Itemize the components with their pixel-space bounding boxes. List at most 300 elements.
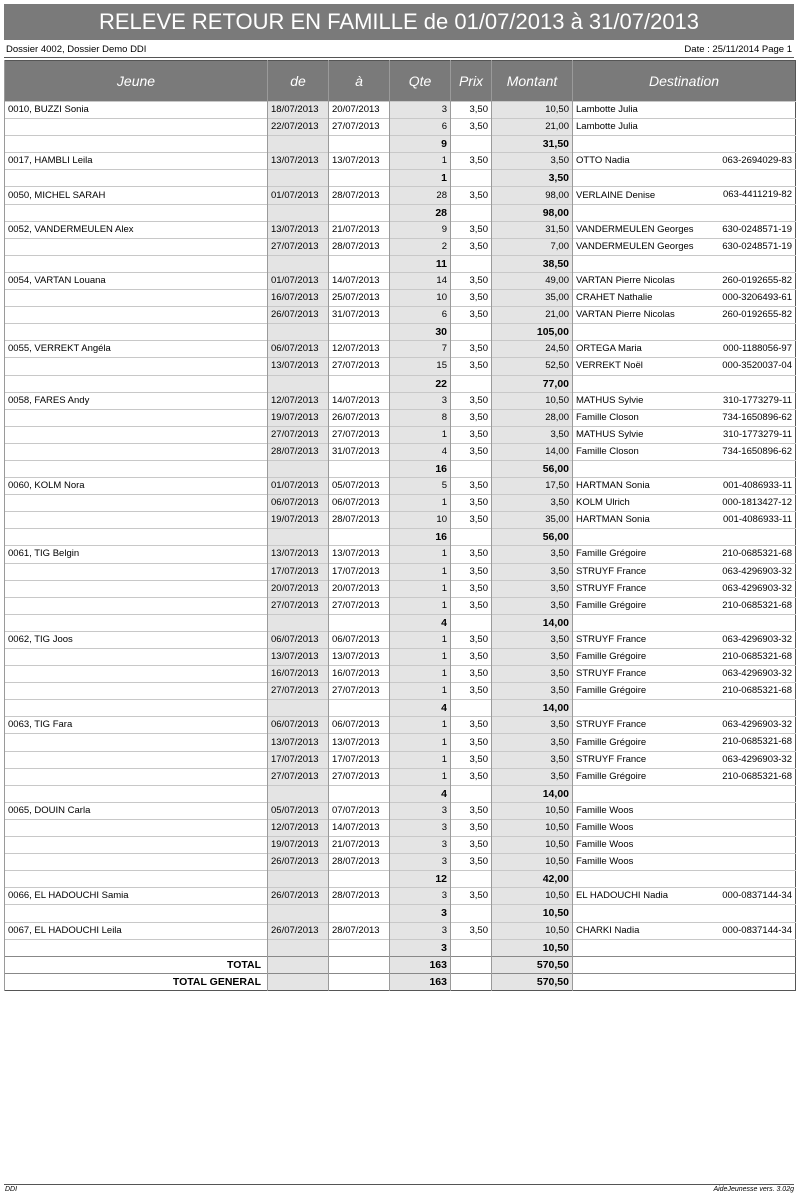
total-empty-cell xyxy=(451,973,492,990)
destination-name: Famille Grégoire xyxy=(576,685,647,697)
date-to-cell: 12/07/2013 xyxy=(329,341,390,358)
qte-cell: 3 xyxy=(390,802,451,819)
prix-cell: 3,50 xyxy=(451,102,492,119)
date-to-cell: 06/07/2013 xyxy=(329,631,390,648)
jeune-name-cell xyxy=(5,290,268,307)
subtotal-montant-cell: 42,00 xyxy=(492,871,573,888)
subtotal-montant-cell: 56,00 xyxy=(492,529,573,546)
destination-phone: 210-0685321-68 xyxy=(722,548,792,560)
subtotal-qte-cell: 3 xyxy=(390,905,451,922)
subtotal-empty-cell xyxy=(329,255,390,272)
date-to-cell: 14/07/2013 xyxy=(329,272,390,289)
destination-name: EL HADOUCHI Nadia xyxy=(576,890,669,902)
destination-name: Famille Grégoire xyxy=(576,599,647,611)
total-label-cell: TOTAL GENERAL xyxy=(5,973,268,990)
date-to-cell: 13/07/2013 xyxy=(329,153,390,170)
destination-name: STRUYF France xyxy=(576,753,647,765)
date-from-cell: 27/07/2013 xyxy=(268,426,329,443)
destination-cell xyxy=(573,358,796,375)
destination-phone: 260-0192655-82 xyxy=(722,309,792,321)
subtotal-row xyxy=(5,939,796,956)
date-from-cell: 12/07/2013 xyxy=(268,819,329,836)
subtotal-empty-cell xyxy=(268,700,329,717)
total-empty-cell xyxy=(573,956,796,973)
destination-cell xyxy=(573,272,796,289)
total-empty-cell xyxy=(268,973,329,990)
qte-cell: 5 xyxy=(390,478,451,495)
date-to-cell: 20/07/2013 xyxy=(329,102,390,119)
jeune-name-cell: 0052, VANDERMEULEN Alex xyxy=(5,221,268,238)
date-from-cell: 22/07/2013 xyxy=(268,119,329,136)
prix-cell: 3,50 xyxy=(451,563,492,580)
qte-cell: 1 xyxy=(390,580,451,597)
table-row xyxy=(5,854,796,871)
table-row xyxy=(5,119,796,136)
date-from-cell: 18/07/2013 xyxy=(268,102,329,119)
prix-cell: 3,50 xyxy=(451,597,492,614)
subtotal-empty-cell xyxy=(573,255,796,272)
date-from-cell: 26/07/2013 xyxy=(268,922,329,939)
destination-cell xyxy=(573,597,796,614)
prix-cell: 3,50 xyxy=(451,751,492,768)
montant-cell: 35,00 xyxy=(492,512,573,529)
date-from-cell: 01/07/2013 xyxy=(268,478,329,495)
destination-name: OTTO Nadia xyxy=(576,155,630,167)
subtotal-empty-cell xyxy=(329,136,390,153)
destination-name: STRUYF France xyxy=(576,582,647,594)
destination-name: KOLM Ulrich xyxy=(576,497,630,509)
date-from-cell: 06/07/2013 xyxy=(268,495,329,512)
subtotal-row xyxy=(5,785,796,802)
subtotal-montant-cell: 98,00 xyxy=(492,204,573,221)
table-row xyxy=(5,546,796,563)
subtotal-empty-cell xyxy=(329,939,390,956)
subtotal-row xyxy=(5,136,796,153)
date-from-cell: 19/07/2013 xyxy=(268,409,329,426)
date-to-cell: 14/07/2013 xyxy=(329,392,390,409)
date-from-cell: 13/07/2013 xyxy=(268,358,329,375)
subtotal-qte-cell: 16 xyxy=(390,460,451,477)
subtotal-label-cell xyxy=(5,204,268,221)
montant-cell: 3,50 xyxy=(492,631,573,648)
subtotal-empty-cell xyxy=(573,136,796,153)
subtotal-empty-cell xyxy=(451,136,492,153)
qte-cell: 28 xyxy=(390,187,451,204)
table-row xyxy=(5,358,796,375)
destination-name: Famille Woos xyxy=(576,839,634,851)
date-to-cell: 16/07/2013 xyxy=(329,666,390,683)
montant-cell: 3,50 xyxy=(492,734,573,751)
destination-name: VANDERMEULEN Georges xyxy=(576,223,694,235)
jeune-name-cell xyxy=(5,495,268,512)
qte-cell: 7 xyxy=(390,341,451,358)
destination-name: STRUYF France xyxy=(576,633,647,645)
subtotal-empty-cell xyxy=(451,614,492,631)
date-from-cell: 27/07/2013 xyxy=(268,597,329,614)
subtotal-row xyxy=(5,529,796,546)
subtotal-empty-cell xyxy=(329,700,390,717)
jeune-name-cell xyxy=(5,597,268,614)
footer-version-text: AideJeunesse vers. 3.02g xyxy=(713,1186,794,1193)
subtotal-empty-cell xyxy=(451,871,492,888)
montant-cell: 14,00 xyxy=(492,443,573,460)
subtotal-empty-cell xyxy=(573,905,796,922)
table-row xyxy=(5,922,796,939)
prix-cell: 3,50 xyxy=(451,221,492,238)
subtotal-label-cell xyxy=(5,324,268,341)
destination-cell xyxy=(573,187,796,204)
destination-cell xyxy=(573,221,796,238)
jeune-name-cell xyxy=(5,768,268,785)
subtotal-qte-cell: 16 xyxy=(390,529,451,546)
destination-cell xyxy=(573,512,796,529)
destination-name: Famille Closon xyxy=(576,445,639,457)
subtotal-empty-cell xyxy=(573,700,796,717)
jeune-name-cell xyxy=(5,683,268,700)
jeune-name-cell: 0062, TIG Joos xyxy=(5,631,268,648)
subtotal-empty-cell xyxy=(573,529,796,546)
date-to-cell: 07/07/2013 xyxy=(329,802,390,819)
table-row xyxy=(5,802,796,819)
jeune-name-cell: 0017, HAMBLI Leila xyxy=(5,153,268,170)
date-to-cell: 28/07/2013 xyxy=(329,854,390,871)
subtotal-empty-cell xyxy=(268,170,329,187)
destination-cell xyxy=(573,102,796,119)
table-row xyxy=(5,580,796,597)
qte-cell: 1 xyxy=(390,734,451,751)
date-page-label: Date : 25/11/2014 Page 1 xyxy=(684,44,792,55)
table-row xyxy=(5,238,796,255)
date-to-cell: 27/07/2013 xyxy=(329,597,390,614)
date-from-cell: 27/07/2013 xyxy=(268,683,329,700)
table-row xyxy=(5,409,796,426)
destination-phone: 210-0685321-68 xyxy=(722,770,792,782)
jeune-name-cell xyxy=(5,563,268,580)
subtotal-label-cell xyxy=(5,785,268,802)
qte-cell: 1 xyxy=(390,153,451,170)
montant-cell: 3,50 xyxy=(492,666,573,683)
destination-name: Famille Grégoire xyxy=(576,651,647,663)
qte-cell: 1 xyxy=(390,666,451,683)
dossier-label: Dossier 4002, Dossier Demo DDI xyxy=(6,44,147,55)
destination-cell xyxy=(573,837,796,854)
subtotal-qte-cell: 22 xyxy=(390,375,451,392)
montant-cell: 10,50 xyxy=(492,854,573,871)
qte-cell: 10 xyxy=(390,512,451,529)
subtotal-empty-cell xyxy=(329,905,390,922)
destination-cell xyxy=(573,495,796,512)
qte-cell: 1 xyxy=(390,768,451,785)
date-to-cell: 28/07/2013 xyxy=(329,238,390,255)
subtotal-qte-cell: 3 xyxy=(390,939,451,956)
prix-cell: 3,50 xyxy=(451,631,492,648)
qte-cell: 1 xyxy=(390,751,451,768)
date-from-cell: 06/07/2013 xyxy=(268,631,329,648)
date-from-cell: 06/07/2013 xyxy=(268,717,329,734)
report-info-row xyxy=(4,43,794,57)
destination-phone: 734-1650896-62 xyxy=(722,445,792,457)
table-row xyxy=(5,597,796,614)
table-row xyxy=(5,649,796,666)
table-row xyxy=(5,443,796,460)
subtotal-empty-cell xyxy=(329,324,390,341)
destination-phone: 000-3206493-61 xyxy=(722,292,792,304)
destination-phone: 000-0837144-34 xyxy=(722,890,792,902)
subtotal-empty-cell xyxy=(268,324,329,341)
prix-cell: 3,50 xyxy=(451,307,492,324)
subtotal-qte-cell: 4 xyxy=(390,700,451,717)
date-to-cell: 27/07/2013 xyxy=(329,683,390,700)
subtotal-qte-cell: 11 xyxy=(390,255,451,272)
destination-cell xyxy=(573,290,796,307)
subtotal-montant-cell: 56,00 xyxy=(492,460,573,477)
prix-cell: 3,50 xyxy=(451,443,492,460)
destination-cell xyxy=(573,443,796,460)
jeune-name-cell: 0055, VERREKT Angéla xyxy=(5,341,268,358)
total-empty-cell xyxy=(268,956,329,973)
subtotal-empty-cell xyxy=(451,785,492,802)
subtotal-empty-cell xyxy=(329,529,390,546)
qte-cell: 6 xyxy=(390,119,451,136)
date-from-cell: 06/07/2013 xyxy=(268,341,329,358)
qte-cell: 10 xyxy=(390,290,451,307)
qte-cell: 3 xyxy=(390,102,451,119)
montant-cell: 35,00 xyxy=(492,290,573,307)
table-row xyxy=(5,631,796,648)
jeune-name-cell xyxy=(5,649,268,666)
montant-cell: 10,50 xyxy=(492,922,573,939)
qte-cell: 3 xyxy=(390,888,451,905)
table-row xyxy=(5,307,796,324)
destination-phone: 001-4086933-11 xyxy=(722,514,792,526)
destination-phone: 210-0685321-68 xyxy=(722,736,792,748)
date-to-cell: 31/07/2013 xyxy=(329,307,390,324)
subtotal-empty-cell xyxy=(451,255,492,272)
date-to-cell: 28/07/2013 xyxy=(329,922,390,939)
montant-cell: 10,50 xyxy=(492,802,573,819)
destination-name: STRUYF France xyxy=(576,668,647,680)
footer-left-text: DDI xyxy=(5,1186,18,1193)
montant-cell: 49,00 xyxy=(492,272,573,289)
subtotal-empty-cell xyxy=(329,460,390,477)
table-row xyxy=(5,495,796,512)
subtotal-empty-cell xyxy=(268,871,329,888)
jeune-name-cell: 0054, VARTAN Louana xyxy=(5,272,268,289)
destination-phone: 063-2694029-83 xyxy=(722,155,792,167)
subtotal-montant-cell: 14,00 xyxy=(492,785,573,802)
date-from-cell: 19/07/2013 xyxy=(268,837,329,854)
date-to-cell: 21/07/2013 xyxy=(329,221,390,238)
table-row xyxy=(5,751,796,768)
subtotal-empty-cell xyxy=(451,905,492,922)
subtotal-empty-cell xyxy=(573,939,796,956)
subtotal-montant-cell: 14,00 xyxy=(492,614,573,631)
destination-cell xyxy=(573,922,796,939)
table-row xyxy=(5,734,796,751)
destination-cell xyxy=(573,546,796,563)
date-to-cell: 27/07/2013 xyxy=(329,119,390,136)
subtotal-row xyxy=(5,375,796,392)
montant-cell: 3,50 xyxy=(492,580,573,597)
subtotal-empty-cell xyxy=(329,614,390,631)
date-from-cell: 13/07/2013 xyxy=(268,546,329,563)
subtotal-empty-cell xyxy=(451,204,492,221)
subtotal-qte-cell: 1 xyxy=(390,170,451,187)
date-from-cell: 13/07/2013 xyxy=(268,153,329,170)
prix-cell: 3,50 xyxy=(451,153,492,170)
jeune-name-cell xyxy=(5,426,268,443)
destination-name: Lambotte Julia xyxy=(576,121,638,133)
destination-cell xyxy=(573,802,796,819)
montant-cell: 7,00 xyxy=(492,238,573,255)
prix-cell: 3,50 xyxy=(451,802,492,819)
subtotal-row xyxy=(5,700,796,717)
total-empty-cell xyxy=(329,973,390,990)
subtotal-empty-cell xyxy=(329,871,390,888)
destination-cell xyxy=(573,153,796,170)
montant-cell: 24,50 xyxy=(492,341,573,358)
destination-cell xyxy=(573,854,796,871)
qte-cell: 1 xyxy=(390,683,451,700)
date-to-cell: 17/07/2013 xyxy=(329,751,390,768)
montant-cell: 3,50 xyxy=(492,153,573,170)
table-row xyxy=(5,272,796,289)
header-prix: Prix xyxy=(451,61,492,102)
destination-name: VERLAINE Denise xyxy=(576,189,656,201)
jeune-name-cell: 0060, KOLM Nora xyxy=(5,478,268,495)
montant-cell: 3,50 xyxy=(492,597,573,614)
subtotal-empty-cell xyxy=(268,614,329,631)
subtotal-qte-cell: 28 xyxy=(390,204,451,221)
destination-phone: 630-0248571-19 xyxy=(722,223,792,235)
destination-name: Famille Grégoire xyxy=(576,736,647,748)
destination-phone: 063-4296903-32 xyxy=(722,668,792,680)
subtotal-montant-cell: 77,00 xyxy=(492,375,573,392)
prix-cell: 3,50 xyxy=(451,341,492,358)
prix-cell: 3,50 xyxy=(451,666,492,683)
qte-cell: 3 xyxy=(390,854,451,871)
date-from-cell: 26/07/2013 xyxy=(268,307,329,324)
jeune-name-cell xyxy=(5,443,268,460)
subtotal-row xyxy=(5,614,796,631)
prix-cell: 3,50 xyxy=(451,426,492,443)
subtotal-montant-cell: 3,50 xyxy=(492,170,573,187)
destination-name: CRAHET Nathalie xyxy=(576,292,653,304)
subtotal-montant-cell: 105,00 xyxy=(492,324,573,341)
montant-cell: 3,50 xyxy=(492,751,573,768)
total-empty-cell xyxy=(451,956,492,973)
total-empty-cell xyxy=(329,956,390,973)
subtotal-montant-cell: 10,50 xyxy=(492,905,573,922)
date-to-cell: 06/07/2013 xyxy=(329,717,390,734)
table-row xyxy=(5,290,796,307)
subtotal-label-cell xyxy=(5,871,268,888)
montant-cell: 3,50 xyxy=(492,495,573,512)
subtotal-empty-cell xyxy=(573,324,796,341)
jeune-name-cell xyxy=(5,358,268,375)
date-from-cell: 13/07/2013 xyxy=(268,649,329,666)
destination-phone: 063-4296903-32 xyxy=(722,582,792,594)
table-row xyxy=(5,717,796,734)
montant-cell: 3,50 xyxy=(492,717,573,734)
prix-cell: 3,50 xyxy=(451,119,492,136)
jeune-name-cell xyxy=(5,512,268,529)
header-jeune: Jeune xyxy=(5,61,268,102)
destination-cell xyxy=(573,580,796,597)
destination-name: MATHUS Sylvie xyxy=(576,394,644,406)
jeune-name-cell xyxy=(5,307,268,324)
table-row xyxy=(5,666,796,683)
qte-cell: 1 xyxy=(390,597,451,614)
date-from-cell: 01/07/2013 xyxy=(268,272,329,289)
date-from-cell: 17/07/2013 xyxy=(268,563,329,580)
destination-name: CHARKI Nadia xyxy=(576,924,640,936)
montant-cell: 3,50 xyxy=(492,426,573,443)
date-to-cell: 28/07/2013 xyxy=(329,187,390,204)
date-to-cell: 06/07/2013 xyxy=(329,495,390,512)
montant-cell: 10,50 xyxy=(492,888,573,905)
jeune-name-cell: 0065, DOUIN Carla xyxy=(5,802,268,819)
subtotal-qte-cell: 30 xyxy=(390,324,451,341)
destination-cell xyxy=(573,768,796,785)
header-montant: Montant xyxy=(492,61,573,102)
subtotal-label-cell xyxy=(5,460,268,477)
montant-cell: 3,50 xyxy=(492,563,573,580)
table-row xyxy=(5,341,796,358)
jeune-name-cell: 0010, BUZZI Sonia xyxy=(5,102,268,119)
date-from-cell: 27/07/2013 xyxy=(268,238,329,255)
total-montant-cell: 570,50 xyxy=(492,956,573,973)
montant-cell: 10,50 xyxy=(492,102,573,119)
destination-cell xyxy=(573,392,796,409)
subtotal-empty-cell xyxy=(451,460,492,477)
subtotal-row xyxy=(5,255,796,272)
table-row xyxy=(5,221,796,238)
destination-cell xyxy=(573,888,796,905)
total-montant-cell: 570,50 xyxy=(492,973,573,990)
prix-cell: 3,50 xyxy=(451,187,492,204)
jeune-name-cell xyxy=(5,819,268,836)
destination-cell xyxy=(573,426,796,443)
prix-cell: 3,50 xyxy=(451,546,492,563)
destination-name: HARTMAN Sonia xyxy=(576,480,650,492)
prix-cell: 3,50 xyxy=(451,888,492,905)
destination-cell xyxy=(573,751,796,768)
subtotal-empty-cell xyxy=(573,614,796,631)
date-from-cell: 13/07/2013 xyxy=(268,221,329,238)
destination-name: Famille Grégoire xyxy=(576,548,647,560)
table-row xyxy=(5,563,796,580)
subtotal-empty-cell xyxy=(573,871,796,888)
header-destination: Destination xyxy=(573,61,796,102)
subtotal-qte-cell: 9 xyxy=(390,136,451,153)
table-row xyxy=(5,888,796,905)
montant-cell: 28,00 xyxy=(492,409,573,426)
date-to-cell: 13/07/2013 xyxy=(329,649,390,666)
date-to-cell: 13/07/2013 xyxy=(329,546,390,563)
qte-cell: 1 xyxy=(390,426,451,443)
montant-cell: 10,50 xyxy=(492,392,573,409)
qte-cell: 9 xyxy=(390,221,451,238)
date-to-cell: 27/07/2013 xyxy=(329,358,390,375)
destination-phone: 063-4296903-32 xyxy=(722,753,792,765)
jeune-name-cell: 0063, TIG Fara xyxy=(5,717,268,734)
table-row xyxy=(5,478,796,495)
qte-cell: 3 xyxy=(390,392,451,409)
destination-phone: 310-1773279-11 xyxy=(722,428,792,440)
destination-cell xyxy=(573,649,796,666)
destination-name: Lambotte Julia xyxy=(576,104,638,116)
